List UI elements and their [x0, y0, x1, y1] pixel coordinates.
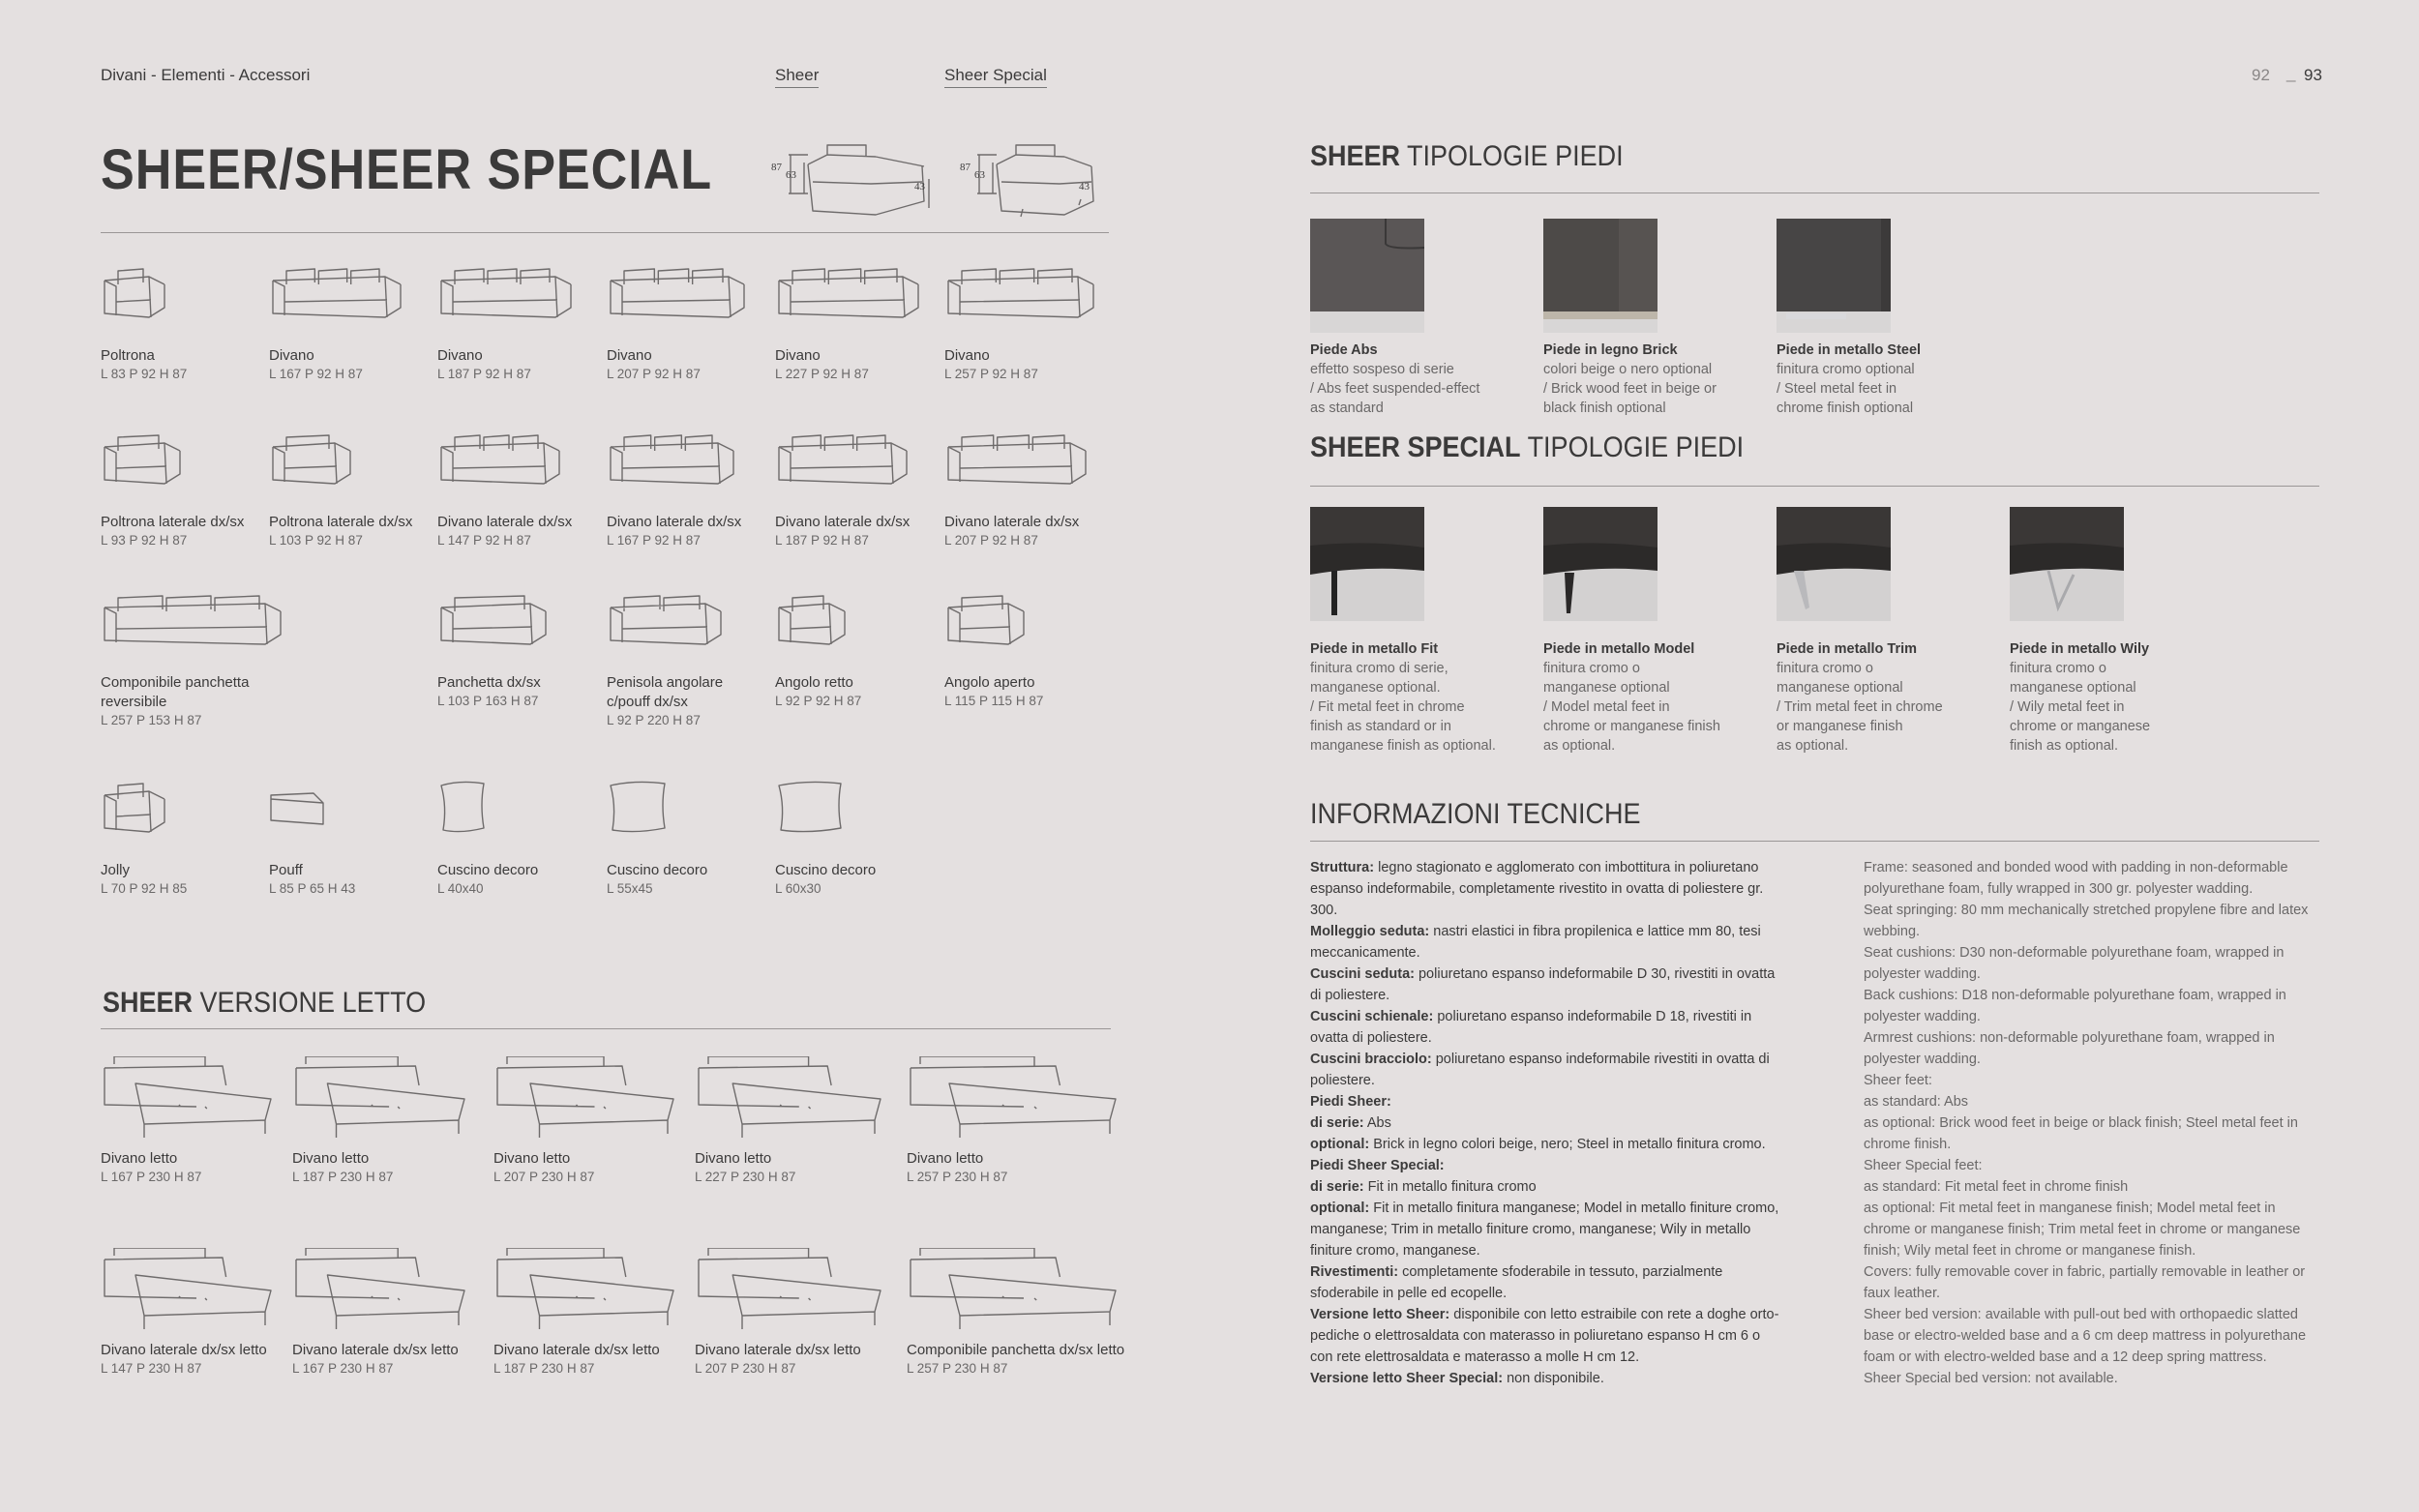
element-card: [775, 764, 940, 898]
bed-card: [493, 1248, 716, 1378]
dim-43-special: 43: [1079, 181, 1090, 193]
tech-paragraph-en: Covers: fully removable cover in fabric, partially removable in leather or faux leather.: [1864, 1264, 2306, 1301]
element-name: Divano: [944, 347, 990, 364]
tech-text: Fit in metallo finitura manganese; Model in metallo finiture cromo, manganese; Trim in metallo finiture cromo, manganese; Wily in metallo finiture cromo, manganese.: [1310, 1201, 1779, 1259]
tech-label: Piedi Sheer Special:: [1310, 1158, 1445, 1173]
foot-detail-line: manganese optional: [1777, 680, 1903, 696]
sofa-drawing-icon: [944, 430, 1090, 507]
element-card: [101, 764, 265, 898]
tech-paragraph-en: Sheer feet:: [1864, 1073, 1932, 1088]
title-divider: [101, 232, 1109, 233]
special-feet-divider: [1310, 486, 2319, 487]
breadcrumb: Divani - Elementi - Accessori: [101, 66, 311, 84]
foot-detail-line: or manganese finish: [1777, 719, 1903, 734]
foot-detail-line: / Wily metal feet in: [2010, 699, 2125, 715]
sofa-bed-drawing-icon: [493, 1248, 677, 1335]
bed-dimensions: L 167 P 230 H 87: [292, 1361, 394, 1376]
foot-photo-icon: [2010, 507, 2124, 621]
sofa-bed-drawing-icon: [695, 1056, 884, 1143]
bed-name: Divano letto: [695, 1150, 772, 1167]
bed-name: Divano letto: [493, 1150, 571, 1167]
element-dimensions: L 103 P 163 H 87: [437, 694, 539, 708]
sofa-bed-drawing-icon: [907, 1248, 1120, 1335]
sofa-drawing-icon: [775, 263, 922, 341]
foot-description: [1777, 639, 1970, 756]
foot-description: [2010, 639, 2203, 756]
tech-label: Versione letto Sheer Special:: [1310, 1371, 1504, 1386]
element-card: [269, 764, 433, 898]
bed-card: [907, 1248, 1129, 1378]
element-card: [437, 764, 602, 898]
tech-text: Abs: [1363, 1115, 1391, 1131]
bed-card: [101, 1248, 323, 1378]
element-name: Cuscino decoro: [437, 862, 539, 878]
element-card: [101, 263, 265, 383]
foot-detail-line: finitura cromo o: [2010, 661, 2106, 676]
element-dimensions: L 60x30: [775, 881, 821, 896]
element-name: Divano: [775, 347, 821, 364]
dim-87-special: 87: [960, 162, 971, 173]
tech-label: Cuscini seduta:: [1310, 966, 1415, 982]
tech-paragraph-it: [1310, 1112, 1784, 1134]
element-dimensions: L 40x40: [437, 881, 484, 896]
element-dimensions: L 92 P 220 H 87: [607, 713, 701, 727]
element-dimensions: L 115 P 115 H 87: [944, 694, 1044, 708]
foot-photo-icon: [1777, 507, 1891, 621]
tech-text: completamente sfoderabile in tessuto, parzialmente sfoderabile in pelle ed ecopelle.: [1310, 1264, 1723, 1301]
element-name: Jolly: [101, 862, 131, 878]
sofa-drawing-icon: [775, 430, 911, 507]
tech-divider: [1310, 841, 2319, 842]
element-name: Angolo aperto: [944, 674, 1035, 691]
tech-text: poliuretano espanso indeformabile rivestiti in ovatta di poliestere.: [1310, 1052, 1770, 1088]
tech-label: Cuscini schienale:: [1310, 1009, 1434, 1024]
tech-label: di serie:: [1310, 1179, 1364, 1195]
bed-dimensions: L 207 P 230 H 87: [695, 1361, 796, 1376]
page-number-left: 92: [2252, 66, 2270, 84]
foot-detail-line: effetto sospeso di serie: [1310, 362, 1454, 377]
tech-label: Struttura:: [1310, 860, 1375, 875]
tech-paragraph-en: Sheer Special bed version: not available.: [1864, 1371, 2118, 1386]
dim-43: 43: [914, 181, 925, 193]
tech-paragraph-en: Armrest cushions: non-deformable polyurethane foam, wrapped in polyester wadding.: [1864, 1030, 2275, 1067]
tech-text: poliuretano espanso indeformabile D 18, rivestiti in ovatta di poliestere.: [1310, 1009, 1752, 1046]
tech-paragraph-en: Sheer bed version: available with pull-out bed with orthopaedic slatted base or electro-welded base and a 6 cm deep mattress in polyurethane foam or with electro-welded base and a 12 deep spring mattress.: [1864, 1307, 2307, 1365]
element-card: [437, 430, 602, 549]
element-name: Divano: [607, 347, 652, 364]
element-card: [101, 430, 265, 549]
bed-section-brand: SHEER: [103, 987, 194, 1019]
sofa-drawing-icon: [437, 590, 550, 667]
bed-dimensions: L 207 P 230 H 87: [493, 1170, 595, 1184]
sofa-drawing-icon: [269, 263, 404, 341]
dim-63: 63: [786, 169, 796, 181]
tech-paragraph-it: [1310, 1091, 1784, 1112]
element-card: [607, 590, 771, 729]
page-number-right: 93: [2304, 66, 2322, 84]
element-dimensions: L 257 P 92 H 87: [944, 367, 1038, 381]
foot-description: [1543, 639, 1737, 756]
element-dimensions: L 103 P 92 H 87: [269, 533, 363, 548]
tech-paragraph-it: [1310, 1006, 1784, 1049]
element-dimensions: L 187 P 92 H 87: [437, 367, 531, 381]
sofa-drawing-icon: [607, 263, 748, 341]
tech-text: Brick in legno colori beige, nero; Steel in metallo finitura cromo.: [1369, 1137, 1766, 1152]
sofa-drawing-icon: [944, 590, 1028, 667]
element-dimensions: L 70 P 92 H 85: [101, 881, 188, 896]
bed-section-divider: [101, 1028, 1111, 1029]
sofa-drawing-icon: [101, 590, 284, 667]
sofa-drawing-icon: [101, 430, 184, 507]
element-name: Poltrona laterale dx/sx: [101, 514, 245, 530]
element-dimensions: L 147 P 92 H 87: [437, 533, 531, 548]
tech-paragraph-en: as standard: Fit metal feet in chrome finish: [1864, 1179, 2129, 1195]
element-card: [607, 430, 771, 549]
element-card: [607, 764, 771, 898]
tech-paragraph-it: [1310, 964, 1784, 1006]
foot-photo-icon: [1310, 219, 1424, 333]
tech-text: legno stagionato e agglomerato con imbottitura in poliuretano espanso indeformabile, completamente rivestito in ovatta di poliestere gr. 300.: [1310, 860, 1764, 918]
bed-name: Componibile panchetta dx/sx letto: [907, 1342, 1125, 1358]
element-dimensions: L 93 P 92 H 87: [101, 533, 188, 548]
tech-paragraph-it: [1310, 1176, 1784, 1198]
special-feet-title: [1310, 431, 1744, 464]
bed-section-title: [103, 987, 426, 1020]
special-feet-brand: SHEER SPECIAL: [1310, 431, 1521, 463]
sofa-bed-drawing-icon: [292, 1056, 468, 1143]
bed-name: Divano laterale dx/sx letto: [292, 1342, 459, 1358]
tech-paragraph-it: [1310, 921, 1784, 964]
foot-detail-line: finitura cromo optional: [1777, 362, 1915, 377]
sofa-bed-drawing-icon: [493, 1056, 677, 1143]
dim-87: 87: [771, 162, 782, 173]
sofa-drawing-icon: [607, 430, 737, 507]
foot-detail-line: / Model metal feet in: [1543, 699, 1670, 715]
element-card: [269, 430, 433, 549]
element-dimensions: L 257 P 153 H 87: [101, 713, 202, 727]
foot-name: Piede in metallo Model: [1543, 641, 1695, 657]
element-card: [101, 590, 265, 729]
tech-paragraph-en: Seat cushions: D30 non-deformable polyurethane foam, wrapped in polyester wadding.: [1864, 945, 2285, 982]
tech-paragraph-en: as optional: Fit metal feet in manganese finish; Model metal feet in chrome or manganese finish; Trim metal feet in chrome or manganese finish; Wily metal feet in chrome or manganese finish.: [1864, 1201, 2301, 1259]
tech-label: Piedi Sheer:: [1310, 1094, 1391, 1110]
tech-paragraph-it: [1310, 1049, 1784, 1091]
foot-detail-line: / Abs feet suspended-effect: [1310, 381, 1480, 397]
bed-name: Divano letto: [292, 1150, 370, 1167]
foot-detail-line: finish as standard or in: [1310, 719, 1451, 734]
element-card: [775, 590, 940, 710]
element-card: [775, 430, 940, 549]
foot-detail-line: / Trim metal feet in chrome: [1777, 699, 1943, 715]
bed-dimensions: L 257 P 230 H 87: [907, 1170, 1008, 1184]
tech-text: nastri elastici in fibra propilenica e lattice mm 80, tesi meccanicamente.: [1310, 924, 1761, 961]
foot-detail-line: black finish optional: [1543, 400, 1666, 416]
foot-name: Piede in metallo Steel: [1777, 342, 1922, 358]
element-card: [269, 263, 433, 383]
sheer-feet-title: [1310, 140, 1624, 173]
element-name: Cuscino decoro: [775, 862, 877, 878]
foot-description: [1310, 341, 1504, 418]
element-dimensions: L 92 P 92 H 87: [775, 694, 862, 708]
element-dimensions: L 85 P 65 H 43: [269, 881, 356, 896]
sheer-feet-label: TIPOLOGIE PIEDI: [1407, 140, 1624, 172]
tech-text: poliuretano espanso indeformabile D 30, rivestiti in ovatta di poliestere.: [1310, 966, 1776, 1003]
element-name: Penisola angolare c/pouff dx/sx: [607, 674, 724, 710]
element-name: Poltrona laterale dx/sx: [269, 514, 413, 530]
sofa-bed-drawing-icon: [907, 1056, 1120, 1143]
sheer-feet-brand: SHEER: [1310, 140, 1401, 172]
tech-info-english: [1864, 857, 2320, 1389]
dimension-diagram-sheer: [769, 135, 1103, 227]
element-dimensions: L 187 P 92 H 87: [775, 533, 869, 548]
element-card: [944, 430, 1109, 549]
tech-paragraph-en: as optional: Brick wood feet in beige or black finish; Steel metal feet in chrome finish.: [1864, 1115, 2298, 1152]
tech-text: disponibile con letto estraibile con rete a doghe orto-pediche o elettrosaldata con materasso in poliuretano espanso H cm 6 o con rete elettrosaldata e materasso a molle H cm 12.: [1310, 1307, 1779, 1365]
foot-detail-line: as optional.: [1543, 738, 1616, 754]
foot-name: Piede in metallo Trim: [1777, 641, 1918, 657]
foot-photo-icon: [1777, 219, 1891, 333]
foot-detail-line: finitura cromo o: [1777, 661, 1873, 676]
sofa-drawing-icon: [437, 778, 490, 855]
tech-paragraph-it: [1310, 1198, 1784, 1261]
tech-text: non disponibile.: [1503, 1371, 1604, 1386]
element-name: Componibile panchetta reversibile: [101, 674, 250, 710]
foot-name: Piede Abs: [1310, 342, 1378, 358]
link-sheer[interactable]: Sheer: [775, 66, 819, 88]
tech-paragraph-it: [1310, 1261, 1784, 1304]
tech-paragraph-it: [1310, 857, 1784, 921]
bed-name: Divano laterale dx/sx letto: [695, 1342, 861, 1358]
element-name: Angolo retto: [775, 674, 853, 691]
foot-detail-line: manganese finish as optional.: [1310, 738, 1496, 754]
element-card: [944, 263, 1109, 383]
tech-label: optional:: [1310, 1137, 1370, 1152]
element-dimensions: L 167 P 92 H 87: [269, 367, 363, 381]
tech-paragraph-it: [1310, 1155, 1784, 1176]
bed-card: [292, 1248, 515, 1378]
foot-photo-icon: [1310, 507, 1424, 621]
bed-dimensions: L 187 P 230 H 87: [493, 1361, 595, 1376]
bed-card: [695, 1056, 917, 1186]
tech-paragraph-en: Sheer Special feet:: [1864, 1158, 1983, 1173]
foot-detail-line: manganese optional.: [1310, 680, 1441, 696]
sofa-bed-drawing-icon: [101, 1056, 275, 1143]
sofa-bed-drawing-icon: [101, 1248, 275, 1335]
tech-text: Fit in metallo finitura cromo: [1363, 1179, 1537, 1195]
page-separator: _: [2286, 64, 2296, 82]
element-name: Pouff: [269, 862, 303, 878]
tech-paragraph-en: Back cushions: D18 non-deformable polyurethane foam, wrapped in polyester wadding.: [1864, 988, 2286, 1024]
foot-description: [1543, 341, 1737, 418]
bed-name: Divano letto: [101, 1150, 178, 1167]
foot-detail-line: as standard: [1310, 400, 1384, 416]
tech-label: Versione letto Sheer:: [1310, 1307, 1450, 1322]
sofa-drawing-icon: [101, 778, 168, 855]
foot-detail-line: / Steel metal feet in: [1777, 381, 1897, 397]
foot-name: Piede in metallo Fit: [1310, 641, 1439, 657]
bed-dimensions: L 167 P 230 H 87: [101, 1170, 202, 1184]
tech-paragraph-it: [1310, 1368, 1784, 1389]
foot-detail-line: colori beige o nero optional: [1543, 362, 1713, 377]
foot-detail-line: finish as optional.: [2010, 738, 2119, 754]
element-name: Divano laterale dx/sx: [607, 514, 742, 530]
element-name: Divano: [437, 347, 483, 364]
sofa-drawing-icon: [101, 263, 168, 341]
element-card: [944, 590, 1109, 710]
foot-detail-line: / Brick wood feet in beige or: [1543, 381, 1717, 397]
foot-detail-line: finitura cromo di serie,: [1310, 661, 1448, 676]
foot-detail-line: manganese optional: [1543, 680, 1670, 696]
tech-label: Molleggio seduta:: [1310, 924, 1430, 939]
tech-label: di serie:: [1310, 1115, 1364, 1131]
bed-dimensions: L 227 P 230 H 87: [695, 1170, 796, 1184]
foot-detail-line: / Fit metal feet in chrome: [1310, 699, 1465, 715]
bed-card: [493, 1056, 716, 1186]
foot-detail-line: finitura cromo o: [1543, 661, 1640, 676]
bed-dimensions: L 147 P 230 H 87: [101, 1361, 202, 1376]
tech-paragraph-en: Seat springing: 80 mm mechanically stretched propylene fibre and latex webbing.: [1864, 903, 2309, 939]
tech-label: optional:: [1310, 1201, 1370, 1216]
sofa-drawing-icon: [607, 778, 671, 855]
link-sheer-special[interactable]: Sheer Special: [944, 66, 1047, 88]
sofa-drawing-icon: [607, 590, 725, 667]
bed-dimensions: L 187 P 230 H 87: [292, 1170, 394, 1184]
element-card: [775, 263, 940, 383]
element-name: Divano: [269, 347, 314, 364]
bed-card: [101, 1056, 323, 1186]
bed-card: [695, 1248, 917, 1378]
bed-name: Divano laterale dx/sx letto: [101, 1342, 267, 1358]
bed-name: Divano laterale dx/sx letto: [493, 1342, 660, 1358]
element-card: [607, 263, 771, 383]
tech-label: Rivestimenti:: [1310, 1264, 1399, 1280]
element-card: [437, 590, 602, 710]
sofa-drawing-icon: [437, 263, 575, 341]
sofa-drawing-icon: [775, 778, 847, 855]
tech-title: INFORMAZIONI TECNICHE: [1310, 798, 1641, 830]
bed-card: [292, 1056, 515, 1186]
special-feet-label: TIPOLOGIE PIEDI: [1527, 431, 1745, 463]
sofa-drawing-icon: [269, 778, 329, 855]
element-name: Cuscino decoro: [607, 862, 708, 878]
foot-description: [1310, 639, 1504, 756]
sofa-drawing-icon: [775, 590, 849, 667]
foot-detail-line: as optional.: [1777, 738, 1849, 754]
bed-name: Divano letto: [907, 1150, 984, 1167]
tech-paragraph-en: as standard: Abs: [1864, 1094, 1969, 1110]
page-title: SHEER/SHEER SPECIAL: [101, 138, 713, 201]
element-dimensions: L 207 P 92 H 87: [607, 367, 701, 381]
element-name: Divano laterale dx/sx: [944, 514, 1080, 530]
foot-photo-icon: [1543, 219, 1657, 333]
element-name: Poltrona: [101, 347, 155, 364]
foot-description: [1777, 341, 1970, 418]
sofa-drawing-icon: [437, 430, 563, 507]
foot-name: Piede in metallo Wily: [2010, 641, 2150, 657]
element-name: Divano laterale dx/sx: [775, 514, 911, 530]
sofa-drawing-icon: [944, 263, 1097, 341]
foot-detail-line: chrome or manganese finish: [1543, 719, 1720, 734]
foot-name: Piede in legno Brick: [1543, 342, 1678, 358]
element-dimensions: L 227 P 92 H 87: [775, 367, 869, 381]
sofa-bed-drawing-icon: [292, 1248, 468, 1335]
foot-detail-line: manganese optional: [2010, 680, 2136, 696]
foot-detail-line: chrome or manganese: [2010, 719, 2151, 734]
bed-card: [907, 1056, 1129, 1186]
sofa-bed-drawing-icon: [695, 1248, 884, 1335]
element-name: Divano laterale dx/sx: [437, 514, 573, 530]
tech-paragraph-it: [1310, 1134, 1784, 1155]
tech-paragraph-en: Frame: seasoned and bonded wood with padding in non-deformable polyurethane foam, fully wrapped in 300 gr. polyester wadding.: [1864, 860, 2288, 897]
element-dimensions: L 207 P 92 H 87: [944, 533, 1038, 548]
sofa-drawing-icon: [269, 430, 354, 507]
bed-dimensions: L 257 P 230 H 87: [907, 1361, 1008, 1376]
element-dimensions: L 167 P 92 H 87: [607, 533, 701, 548]
element-card: [437, 263, 602, 383]
element-dimensions: L 55x45: [607, 881, 653, 896]
foot-photo-icon: [1543, 507, 1657, 621]
element-dimensions: L 83 P 92 H 87: [101, 367, 188, 381]
bed-section-label: VERSIONE LETTO: [199, 987, 427, 1019]
tech-label: Cuscini bracciolo:: [1310, 1052, 1432, 1067]
tech-info-italian: [1310, 857, 1784, 1389]
tech-paragraph-it: [1310, 1304, 1784, 1368]
element-name: Panchetta dx/sx: [437, 674, 541, 691]
foot-detail-line: chrome finish optional: [1777, 400, 1914, 416]
dim-63-special: 63: [974, 169, 985, 181]
